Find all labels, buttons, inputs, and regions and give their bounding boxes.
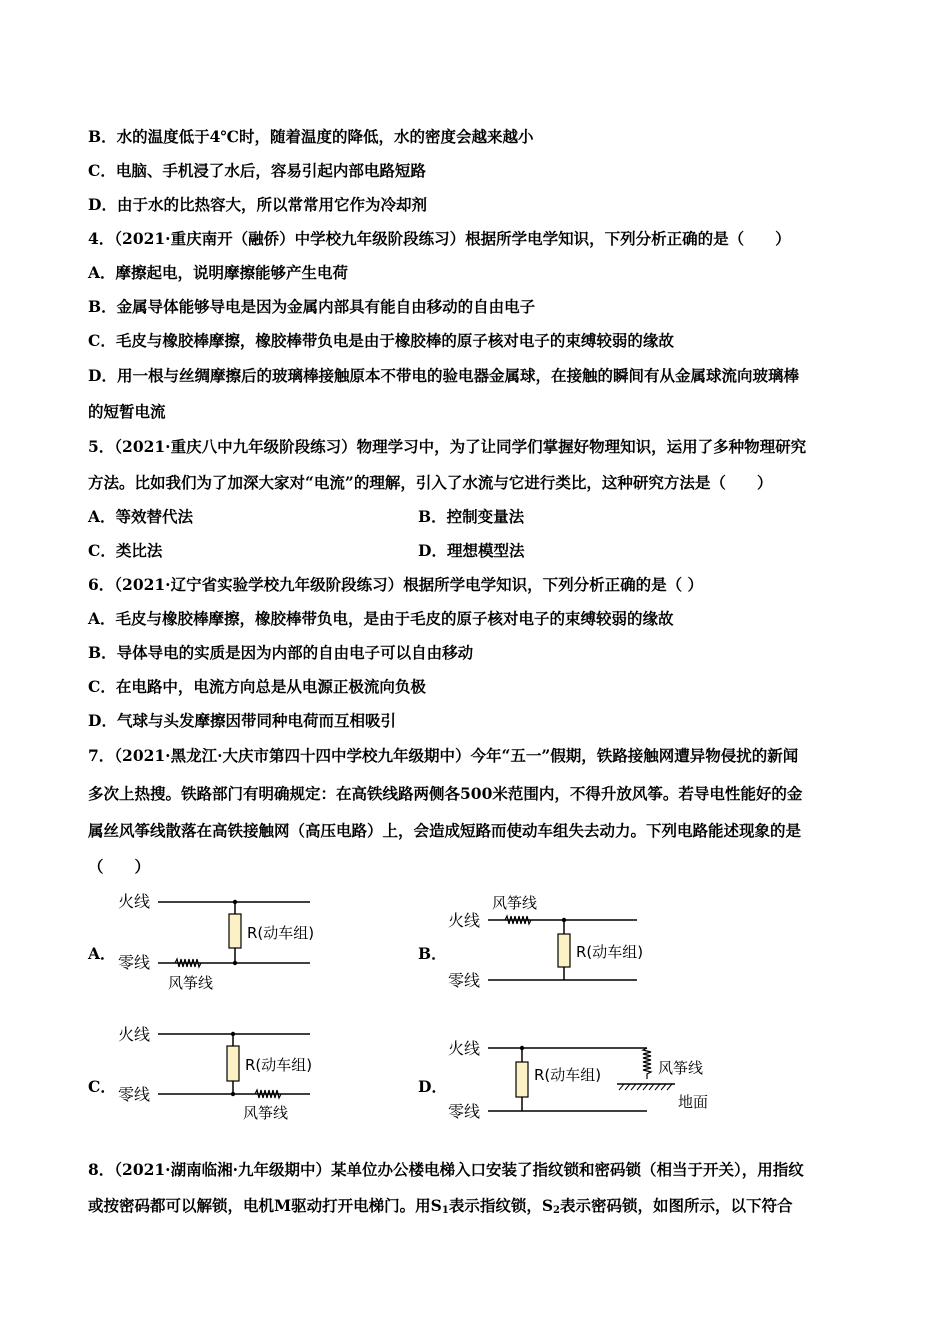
live-wire-label: 火线: [118, 892, 151, 911]
q8-stem-line1: 8．（2021·湖南临湘·九年级期中）某单位办公楼电梯入口安装了指纹锁和密码锁（相当于开关），用指纹: [88, 1160, 804, 1179]
q7-stem-line2: 多次上热搜。铁路部门有明确规定：在高铁线路两侧各500米范围内，不得升放风筝。若导电性能好的金: [88, 784, 803, 803]
q5-option-a: A．等效替代法: [88, 507, 194, 526]
resistor-symbol: [227, 1046, 239, 1081]
circuit-diagram-d: [445, 1033, 735, 1128]
kite-wire-label: 风筝线: [168, 974, 214, 992]
q4-option-c: C．毛皮与橡胶棒摩擦，橡胶棒带负电是由于橡胶棒的原子核对电子的束缚较弱的缘故: [88, 331, 674, 350]
q5-option-c: C．类比法: [88, 541, 163, 560]
kite-wire-label: 风筝线: [243, 1104, 289, 1122]
q8-stem-line2: [88, 1196, 793, 1221]
q7-option-a-label: A．: [88, 944, 116, 963]
q4-option-a: A．摩擦起电，说明摩擦能够产生电荷: [88, 263, 349, 282]
neutral-wire-label: 零线: [118, 953, 151, 972]
q7-option-b-label: B．: [418, 944, 447, 963]
resistor-symbol: [229, 914, 241, 948]
resistor-symbol: [516, 1062, 528, 1097]
resistor-label: R(动车组): [245, 1056, 313, 1074]
q6-option-d: D．气球与头发摩擦因带同种电荷而互相吸引: [88, 711, 396, 730]
ground-label: 地面: [678, 1093, 709, 1111]
q3-option-b: B．水的温度低于4℃时，随着温度的降低，水的密度会越来越小: [88, 127, 534, 146]
q6-option-b: B．导体导电的实质是因为内部的自由电子可以自由移动: [88, 643, 474, 662]
q4-stem: 4．（2021·重庆南开（融侨）中学校九年级阶段练习）根据所学电学知识，下列分析正确的是（ ）: [88, 229, 791, 248]
kite-wire-coil: [643, 1048, 651, 1079]
resistor-label: R(动车组): [534, 1066, 602, 1084]
circuit-diagram-b: [445, 888, 675, 998]
q6-option-a: A．毛皮与橡胶棒摩擦，橡胶棒带负电，是由于毛皮的原子核对电子的束缚较弱的缘故: [88, 609, 674, 628]
q6-stem: 6．（2021·辽宁省实验学校九年级阶段练习）根据所学电学知识，下列分析正确的是（ ）: [88, 575, 703, 594]
q5-option-d: D．理想模型法: [418, 541, 525, 560]
q5-option-b: B．控制变量法: [418, 507, 525, 526]
q7-stem-line4: （ ）: [88, 857, 151, 876]
q7-stem-line1: 7．（2021·黑龙江·大庆市第四十四中学校九年级期中）今年“五一”假期，铁路接触网遭异物侵扰的新闻: [88, 746, 799, 765]
ground-hatch: [619, 1084, 672, 1090]
resistor-symbol: [558, 934, 570, 967]
q8-stem-part3: 表示密码锁，如图所示，以下符合: [560, 1196, 793, 1215]
q4-option-b: B．金属导体能够导电是因为金属内部具有能自由移动的自由电子: [88, 297, 536, 316]
q5-stem-line1: 5．（2021·重庆八中九年级阶段练习）物理学习中，为了让同学们掌握好物理知识，运用了多种物理研究: [88, 437, 807, 456]
live-wire-label: 火线: [448, 911, 481, 930]
circuit-diagram-c: [110, 1020, 350, 1130]
s2-subscript: 2: [553, 1205, 560, 1216]
q4-option-d-line1: D．用一根与丝绸摩擦后的玻璃棒接触原本不带电的验电器金属球，在接触的瞬间有从金属球流向玻璃棒: [88, 366, 799, 385]
neutral-wire-label: 零线: [448, 1102, 481, 1121]
q3-option-d: D．由于水的比热容大，所以常常用它作为冷却剂: [88, 195, 427, 214]
q6-option-c: C．在电路中，电流方向总是从电源正极流向负极: [88, 677, 426, 696]
neutral-wire-label: 零线: [118, 1085, 151, 1104]
q4-option-d-line2: 的短暂电流: [88, 402, 166, 421]
live-wire-label: 火线: [448, 1039, 481, 1058]
q8-stem-part1: 或按密码都可以解锁，电机M驱动打开电梯门。用S: [88, 1196, 442, 1215]
q5-stem-line2: 方法。比如我们为了加深大家对“电流”的理解，引入了水流与它进行类比，这种研究方法是（ ）: [88, 473, 773, 492]
q7-stem-line3: 属丝风筝线散落在高铁接触网（高压电路）上，会造成短路而使动车组失去动力。下列电路能述现象的是: [88, 821, 802, 840]
q7-option-d-label: D．: [418, 1077, 447, 1096]
q3-option-c: C．电脑、手机浸了水后，容易引起内部电路短路: [88, 161, 426, 180]
kite-wire-label: 风筝线: [492, 894, 538, 912]
neutral-wire-label: 零线: [448, 971, 481, 990]
q8-stem-part2: 表示指纹锁，S: [448, 1196, 554, 1215]
circuit-diagram-a: [110, 888, 350, 998]
live-wire-label: 火线: [118, 1025, 151, 1044]
resistor-label: R(动车组): [576, 943, 644, 961]
resistor-label: R(动车组): [247, 924, 315, 942]
s1-subscript: 1: [441, 1205, 449, 1216]
q7-option-c-label: C．: [88, 1077, 116, 1096]
kite-wire-label: 风筝线: [658, 1059, 704, 1077]
